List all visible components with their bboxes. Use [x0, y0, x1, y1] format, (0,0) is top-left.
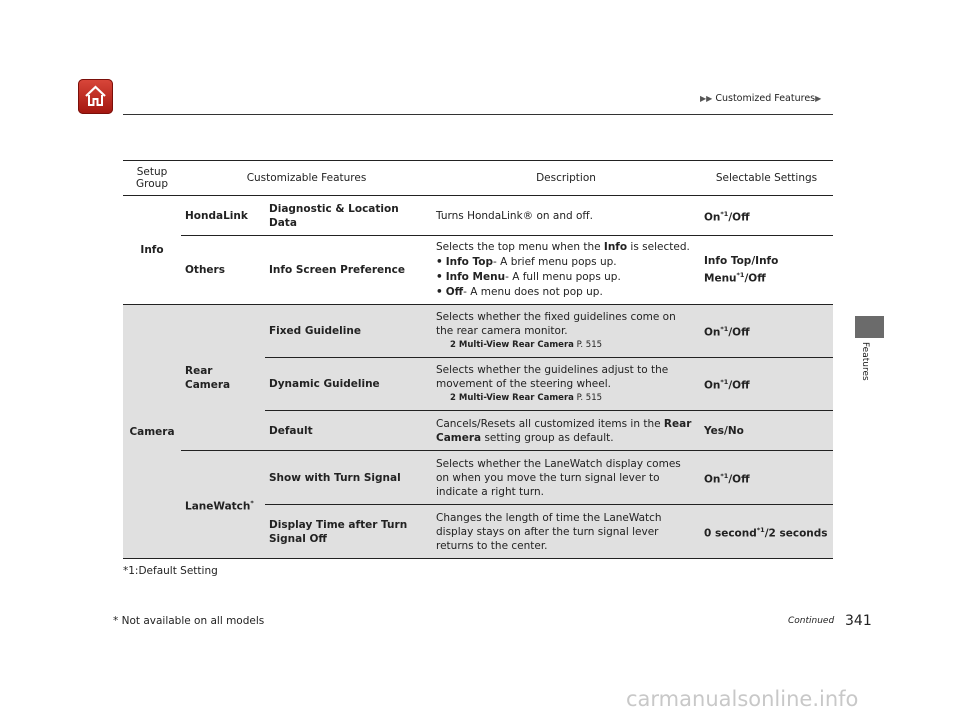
setting-hondalink: On$^{*1}$/Off: [700, 196, 833, 236]
subgroup-hondalink: HondaLink: [181, 196, 265, 236]
feature-dynamic-guideline: Dynamic Guideline: [265, 358, 432, 411]
section-tab[interactable]: [855, 316, 884, 338]
breadcrumb[interactable]: [700, 93, 821, 104]
header-divider: [123, 114, 833, 115]
feature-show-with-turn-signal: Show with Turn Signal: [265, 451, 432, 505]
description-show-with-turn-signal: Selects whether the LaneWatch display comes on when you move the turn signal lever to indicate a right turn.: [432, 451, 700, 505]
setting-fixed-guideline: On$^{*1}$/Off: [700, 305, 833, 358]
feature-display-time: Display Time after Turn Signal Off: [265, 505, 432, 559]
group-camera: Camera: [123, 305, 181, 559]
description-default: Cancels/Resets all customized items in the Rear Camera setting group as default.: [432, 411, 700, 451]
default-setting-footnote: *1:Default Setting: [123, 565, 218, 577]
feature-default: Default: [265, 411, 432, 451]
watermark: carmanualsonline.info: [626, 687, 859, 711]
description-fixed-guideline: Selects whether the fixed guidelines come on the rear camera monitor. 2 Multi-View Rear Camera P. 515: [432, 305, 700, 358]
setting-show-with-turn-signal: On$^{*1}$/Off: [700, 451, 833, 505]
breadcrumb-arrow-icon: ▶: [815, 94, 822, 103]
header-selectable-settings: Selectable Settings: [700, 161, 833, 196]
continued-label: Continued: [788, 616, 835, 626]
header-customizable-features: Customizable Features: [181, 161, 432, 196]
home-icon: [83, 84, 108, 109]
bullet-info-top: • Info Top- A brief menu pops up.: [436, 256, 617, 268]
setting-dynamic-guideline: On$^{*1}$/Off: [700, 358, 833, 411]
feature-fixed-guideline: Fixed Guideline: [265, 305, 432, 358]
feature-diagnostic-location: Diagnostic & Location Data: [265, 196, 432, 236]
desc-intro: Selects the top menu when the Info is selected.: [436, 241, 690, 253]
header-setup-group: Setup Group: [123, 161, 181, 196]
page-number: 341: [845, 613, 872, 629]
subgroup-others: Others: [181, 236, 265, 305]
table-header-row: [123, 161, 833, 196]
subgroup-lanewatch: LaneWatch*: [181, 451, 265, 559]
description-display-time: Changes the length of time the LaneWatch display stays on after the turn signal lever returns to the center.: [432, 505, 700, 559]
header-description: Description: [432, 161, 700, 196]
description-dynamic-guideline: Selects whether the guidelines adjust to the movement of the steering wheel. 2 Multi-View Rear Camera P. 515: [432, 358, 700, 411]
bullet-info-menu: • Info Menu- A full menu pops up.: [436, 271, 621, 283]
customized-features-table: [123, 160, 833, 559]
table-row: [123, 196, 833, 236]
bullet-off: • Off- A menu does not pop up.: [436, 286, 603, 298]
breadcrumb-label: Customized Features: [715, 93, 816, 104]
cross-reference-link[interactable]: 2 Multi-View Rear Camera P. 515: [450, 340, 603, 350]
setting-info-screen: Info Top/Info Menu$^{*1}$/Off: [700, 236, 833, 305]
setting-default: Yes/No: [700, 411, 833, 451]
cross-reference-link[interactable]: 2 Multi-View Rear Camera P. 515: [450, 393, 603, 403]
table-row: [123, 451, 833, 505]
availability-note: * Not available on all models: [113, 615, 265, 627]
table-row: [123, 236, 833, 305]
group-info: Info: [123, 196, 181, 305]
feature-info-screen-preference: Info Screen Preference: [265, 236, 432, 305]
description-hondalink: Turns HondaLink® on and off.: [432, 196, 700, 236]
subgroup-rear-camera: Rear Camera: [181, 305, 265, 451]
description-info-screen: [432, 236, 700, 305]
section-label-text: Features: [860, 342, 870, 381]
section-label: [858, 342, 874, 392]
table-row: [123, 305, 833, 358]
setting-display-time: 0 second$^{*1}$/2 seconds: [700, 505, 833, 559]
home-button[interactable]: [78, 79, 113, 114]
breadcrumb-arrow-icon: ▶▶: [700, 94, 713, 103]
